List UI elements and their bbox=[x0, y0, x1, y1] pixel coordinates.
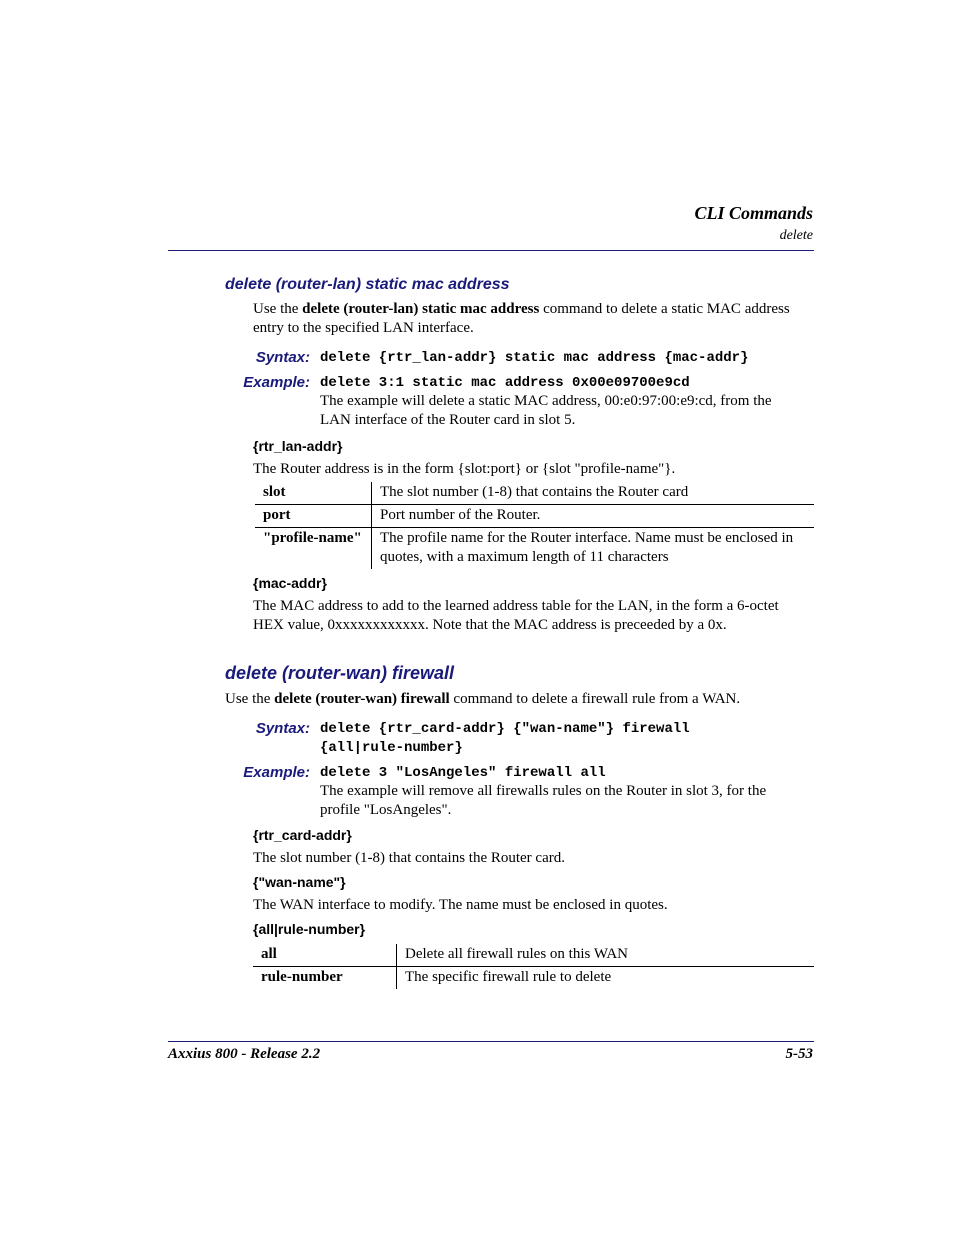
table-key: all bbox=[253, 944, 397, 967]
param-heading-rtr-lan-addr: {rtr_lan-addr} bbox=[253, 438, 343, 454]
table-value: The slot number (1-8) that contains the Router card bbox=[380, 484, 689, 500]
param-heading-wan-name: {"wan-name"} bbox=[253, 874, 346, 890]
section-heading-router-wan: delete (router-wan) firewall bbox=[225, 663, 455, 683]
param-description: The slot number (1-8) that contains the Router card. bbox=[253, 850, 565, 866]
table-key: rule-number bbox=[253, 967, 397, 990]
example-description: The example will remove all firewalls rules on the Router in slot 3, for the profile "LosAngeles". bbox=[320, 783, 767, 818]
section-heading-router-lan: delete (router-lan) static mac address bbox=[225, 276, 510, 293]
param-heading-all-rule-number: {all|rule-number} bbox=[253, 921, 366, 937]
example-description: The example will delete a static MAC address, 00:e0:97:00:e9:cd, from the LAN interface of the Router card in slot 5. bbox=[320, 393, 772, 428]
table-row bbox=[253, 944, 814, 967]
example-code: delete 3:1 static mac address 0x00e09700e9cd bbox=[320, 375, 690, 391]
syntax-label: Syntax: bbox=[255, 349, 310, 366]
param-heading-mac-addr: {mac-addr} bbox=[253, 575, 327, 591]
example-label: Example: bbox=[243, 374, 310, 391]
table-row bbox=[255, 528, 814, 570]
section2-intro: Use the delete (router-wan) firewall command to delete a firewall rule from a WAN. bbox=[225, 691, 741, 707]
syntax-code-line2: {all|rule-number} bbox=[320, 740, 463, 756]
running-header-title: CLI Commands bbox=[694, 203, 813, 223]
table-value: Delete all firewall rules on this WAN bbox=[405, 946, 628, 962]
page-number: 5-53 bbox=[785, 1046, 813, 1062]
param-description: The Router address is in the form {slot:port} or {slot "profile-name"}. bbox=[253, 461, 676, 477]
param-table-all-rule-number bbox=[253, 944, 814, 989]
table-row bbox=[255, 505, 814, 528]
table-value: The specific firewall rule to delete bbox=[397, 967, 815, 990]
table-value: The profile name for the Router interface. Name must be enclosed in quotes, with a maximum length of 11 characters bbox=[372, 528, 815, 570]
param-heading-rtr-card-addr: {rtr_card-addr} bbox=[253, 827, 352, 843]
param-table-rtr-lan-addr bbox=[255, 482, 814, 569]
footer-rule bbox=[168, 1041, 814, 1042]
header-rule bbox=[168, 250, 814, 251]
table-key: port bbox=[255, 505, 372, 528]
section1-intro: Use the delete (router-lan) static mac address command to delete a static MAC address entry to the specified LAN interface. bbox=[253, 301, 790, 336]
param-description: The WAN interface to modify. The name must be enclosed in quotes. bbox=[253, 897, 668, 913]
example-label: Example: bbox=[243, 764, 310, 781]
syntax-code-line1: delete {rtr_card-addr} {"wan-name"} firewall bbox=[320, 721, 690, 737]
table-row bbox=[253, 967, 814, 990]
footer-doc-title: Axxius 800 - Release 2.2 bbox=[168, 1046, 321, 1062]
table-key: slot bbox=[255, 482, 372, 505]
table-row bbox=[255, 482, 814, 505]
syntax-code: delete {rtr_lan-addr} static mac address {mac-addr} bbox=[320, 350, 749, 366]
example-code: delete 3 "LosAngeles" firewall all bbox=[320, 765, 606, 781]
param-description: The MAC address to add to the learned address table for the LAN, in the form a 6-octet HEX value, 0xxxxxxxxxxxx. Note that the MAC address is preceeded by a 0x. bbox=[253, 598, 779, 633]
running-header-subtitle: delete bbox=[779, 228, 813, 243]
table-value: Port number of the Router. bbox=[372, 505, 815, 528]
syntax-label: Syntax: bbox=[255, 720, 310, 737]
table-key: "profile-name" bbox=[255, 528, 372, 570]
